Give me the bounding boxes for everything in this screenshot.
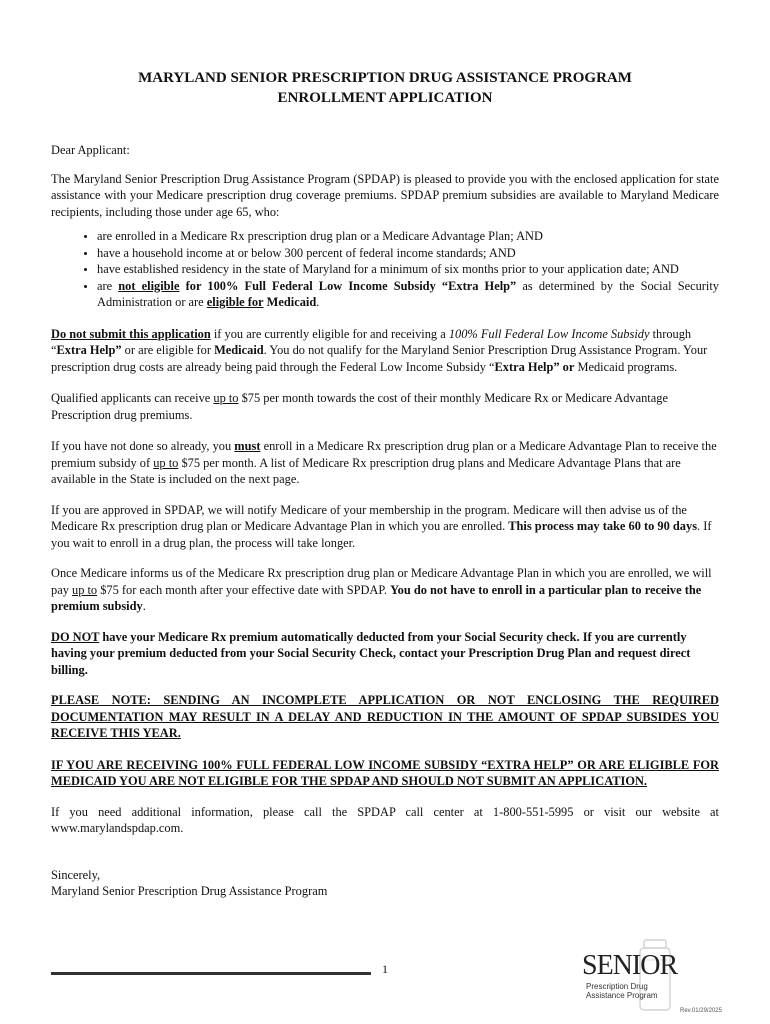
eligibility-list [51,228,719,311]
qualified-paragraph: Qualified applicants can receive up to $75 per month towards the cost of their monthly Medicare Rx or Medicare Advantage Prescription drug premiums. [51,391,668,422]
logo-wordmark: SENIOR [582,950,678,981]
enroll-paragraph: If you have not done so already, you must enroll in a Medicare Rx prescription drug plan or a Medicare Advantage Plan to receive the premium subsidy of up to $75 per month. A list of Medicare Rx prescription drug plans and Medicare Advantage Plans that are available in the State is included on the next page. [51,439,717,486]
do-not-submit-paragraph: Do not submit this application if you are currently eligible for and receiving a 100% Full Federal Low Income Subsidy through “Extra Help” or are eligible for Medicaid. You do not qualify for the Maryland Senior Prescription Drug Assistance Program. Your prescription drug costs are already being paid through the Federal Low Income Subsidy “Extra Help” or Medicaid programs. [51,326,708,374]
title-line-2: ENROLLMENT APPLICATION [277,90,493,106]
eligibility-item: • have established residency in the state of Maryland for a minimum of six months prior to your application date; AND [97,261,719,278]
closing-sincerely: Sincerely, [51,867,101,882]
footer-divider [51,972,371,975]
intro-paragraph: The Maryland Senior Prescription Drug Assistance Program (SPDAP) is pleased to provide you with the enclosed application for state assistance with your Medicare prescription drug coverage premiums. SPDAP premium subsidies are available to Maryland Medicare recipients, including those under age 65, who: [51,171,719,219]
please-note-warning: PLEASE NOTE: SENDING AN INCOMPLETE APPLICATION OR NOT ENCLOSING THE REQUIRED DOCUMENTATION MAY RESULT IN A DELAY AND REDUCTION IN THE AMOUNT OF SPDAP SUBSIDES YOU RECEIVE THIS YEAR. [51,693,719,740]
senior-program-logo [578,936,728,1018]
approved-paragraph: If you are approved in SPDAP, we will notify Medicare of your membership in the program. Medicare will then advise us of the Medicare Rx prescription drug plan or Medicare Advantage Plan in which you are enrolled. This process may take 60 to 90 days. If you wait to enroll in a drug plan, the process will take longer. [51,502,712,550]
eligibility-item: • are enrolled in a Medicare Rx prescription drug plan or a Medicare Advantage Plan; AND [97,228,719,245]
revision-date: Rev.01/29/2025 [680,1008,722,1014]
deduction-warning: DO NOT have your Medicare Rx premium automatically deducted from your Social Security check. If you are currently having your premium deducted from your Social Security Check, contact your Prescription Drug Plan and request direct billing. [51,629,691,677]
title-line-1: MARYLAND SENIOR PRESCRIPTION DRUG ASSISTANCE PROGRAM [138,70,632,86]
closing-signer: Maryland Senior Prescription Drug Assistance Program [51,884,328,898]
greeting: Dear Applicant: [51,143,130,157]
page-number: 1 [382,962,388,976]
eligibility-item: • have a household income at or below 300 percent of federal income standards; AND [97,245,719,262]
once-medicare-paragraph: Once Medicare informs us of the Medicare Rx prescription drug plan or Medicare Advantage Plan in which you are enrolled, we will pay up to $75 for each month after your effective date with SPDAP. You do not have to enroll in a particular plan to receive the premium subsidy. [51,566,712,613]
logo-subtitle: Prescription Drug Assistance Program [586,982,658,1000]
contact-paragraph: If you need additional information, please call the SPDAP call center at 1-800-551-5995 or visit our website at www.marylandspdap.com. [51,804,719,835]
eligibility-item: • are not eligible for 100% Full Federal Low Income Subsidy “Extra Help” as determined by the Social Security Administration or are eligible for Medicaid. [97,278,719,311]
page-title [51,68,719,108]
letter-body [51,68,719,900]
ineligibility-warning: IF YOU ARE RECEIVING 100% FULL FEDERAL LOW INCOME SUBSIDY “EXTRA HELP” OR ARE ELIGIBLE FOR MEDICAID YOU ARE NOT ELIGIBLE FOR THE SPDAP AND SHOULD NOT SUBMIT AN APPLICATION. [51,757,719,788]
